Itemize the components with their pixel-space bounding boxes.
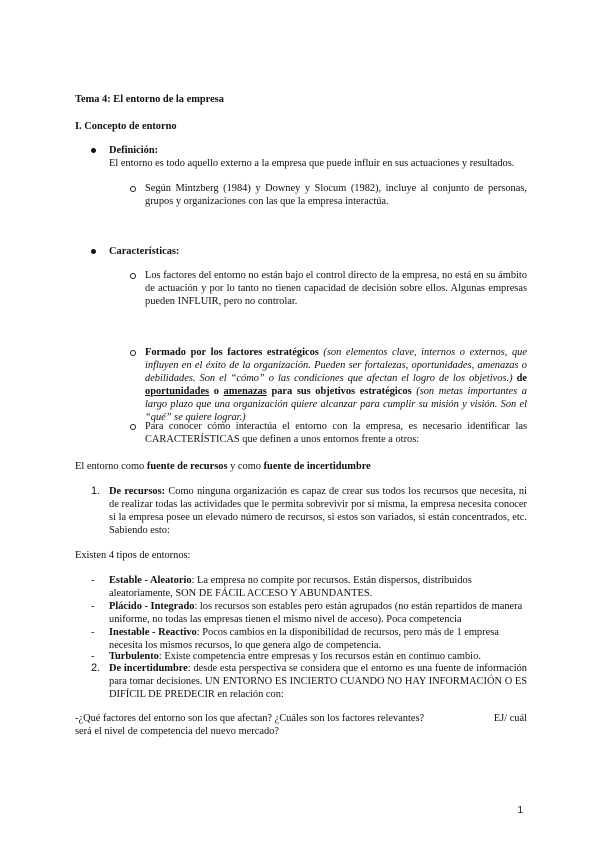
dash-1: - — [91, 575, 95, 586]
item2-amenazas: amenazas — [223, 386, 267, 397]
item2-italic: (son elementos clave, internos o externos, que influyen en el éxito de la organización. Pueden ser fortalezas, oportunidades, amenazas o debilidades. Son el “cómo” o las condiciones que afectan el logro de los objetivos.) — [145, 347, 527, 384]
tipo-placido-label: Plácido - Integrado — [109, 601, 195, 612]
item2-o: o — [213, 386, 219, 397]
recursos-text: Como ninguna organización es capaz de crear sus todos los recursos que necesita, ni de realizar todas las actividades que le permita sobrevivir por si misma, la empresa necesita conocer si la empresa posee un elevado número de recursos, si estos son variados, si están concentrados, etc. Sabiendo esto: — [109, 486, 527, 536]
circle-bullet — [130, 350, 136, 356]
incertidumbre-item — [109, 662, 527, 701]
circle-bullet — [130, 273, 136, 279]
circle-bullet — [130, 424, 136, 430]
fuente-pre: El entorno como — [75, 461, 145, 472]
recursos-item — [109, 485, 527, 537]
pregunta-line2: será el nivel de competencia del nuevo mercado? — [75, 726, 279, 737]
bullet-definicion — [91, 148, 96, 153]
definicion-label — [109, 144, 529, 157]
tipo-estable — [109, 574, 527, 600]
tipo-inestable — [109, 626, 527, 652]
title-text: Tema 4: El entorno de la empresa — [75, 94, 224, 105]
caracteristicas-label-text: Características: — [109, 246, 180, 257]
pregunta — [75, 712, 535, 738]
item2-de: de — [516, 373, 527, 384]
tipo-estable-label: Estable - Aleatorio — [109, 575, 192, 586]
existen-text: Existen 4 tipos de entornos: — [75, 550, 191, 561]
item2-italic2: (son metas importantes a largo plazo que una organización quiere alcanzar para cumplir su misión y visión. Son el “qué” se quiere lograr.) — [145, 386, 527, 423]
document-title — [75, 93, 535, 106]
caracteristicas-item-3: Para conocer cómo interactúa el entorno con la empresa, es necesario identificar las CARACTERÍSTICAS que definen a unos entornos frente a otros: — [145, 421, 527, 445]
item2-bold: Formado por los factores estratégicos — [145, 347, 319, 358]
recursos-label: De recursos: — [109, 486, 166, 497]
caracteristicas-item-1: Los factores del entorno no están bajo el control directo de la empresa, no está en su ámbito de actuación y por lo tanto no tienen capacidad de decisión sobre ellos. Algunas empresas pueden INFLUIR, pero no controlar. — [145, 270, 527, 307]
dash-2: - — [91, 601, 95, 612]
item2-oportunidades: oportunidades — [145, 386, 210, 397]
caracteristicas-item-2 — [145, 346, 527, 424]
fuente-b2: fuente de incertidumbre — [263, 461, 371, 472]
fuente-mid: y como — [230, 461, 261, 472]
section-heading — [75, 120, 535, 133]
incertidumbre-label: De incertidumbre — [109, 663, 188, 674]
definicion-text: El entorno es todo aquello externo a la empresa que puede influir en sus actuaciones y resultados. — [109, 158, 515, 169]
dash-3: - — [91, 627, 95, 638]
tipo-inestable-text: : Pocos cambios en la disponibilidad de recursos, pero más de 1 empresa necesita los mismos recursos, lo que genera algo de competencia. — [109, 627, 499, 651]
fuente-b1: fuente de recursos — [146, 461, 228, 472]
pregunta-text: -¿Qué factores del entorno son los que afectan? ¿Cuáles son los factores relevantes? — [75, 713, 425, 724]
tipo-estable-text: : La empresa no compite por recursos. Están dispersos, distribuidos aleatoriamente, SON DE FÁCIL ACCESO Y ABUNDANTES. — [109, 575, 472, 599]
tipo-turbulento-text: : Existe competencia entre empresas y los recursos están en continuo cambio. — [158, 651, 481, 662]
tipo-placido — [109, 600, 527, 626]
bullet-caracteristicas — [91, 249, 96, 254]
fuente-heading — [75, 460, 535, 473]
pregunta-ej: EJ/ cuál — [493, 713, 527, 724]
tipo-turbulento-label: Turbulento — [109, 651, 159, 662]
page-number: 1 — [517, 805, 523, 816]
item2-para: para sus objetivos estratégicos — [271, 386, 412, 397]
circle-bullet — [130, 186, 136, 192]
incertidumbre-text: : desde esta perspectiva se considera que el entorno es una fuente de información para tomar decisiones. UN ENTORNO ES INCIERTO CUANDO NO HAY INFORMACIÓN O ES DIFÍCIL DE PREDECIR en relación con: — [109, 663, 528, 700]
tipo-inestable-label: Inestable - Reactivo — [109, 627, 197, 638]
definicion-label-text: Definición: — [109, 145, 159, 156]
dash-4: - — [91, 651, 95, 662]
definicion-sub: Según Mintzberg (1984) y Downey y Slocum (1982), incluye al conjunto de personas, grupos y organizaciones con las que la empresa interactúa. — [145, 183, 527, 207]
list-number-2: 2. — [91, 662, 101, 674]
caracteristicas-label — [109, 245, 529, 258]
tipo-placido-text: : los recursos son estables pero están agrupados (no están repartidos de manera uniforme, no todas las empresas tienen el mismo nivel de acceso). Poca competencia — [109, 601, 523, 625]
section-heading-text: I. Concepto de entorno — [75, 121, 177, 132]
list-number-1: 1. — [91, 485, 101, 497]
